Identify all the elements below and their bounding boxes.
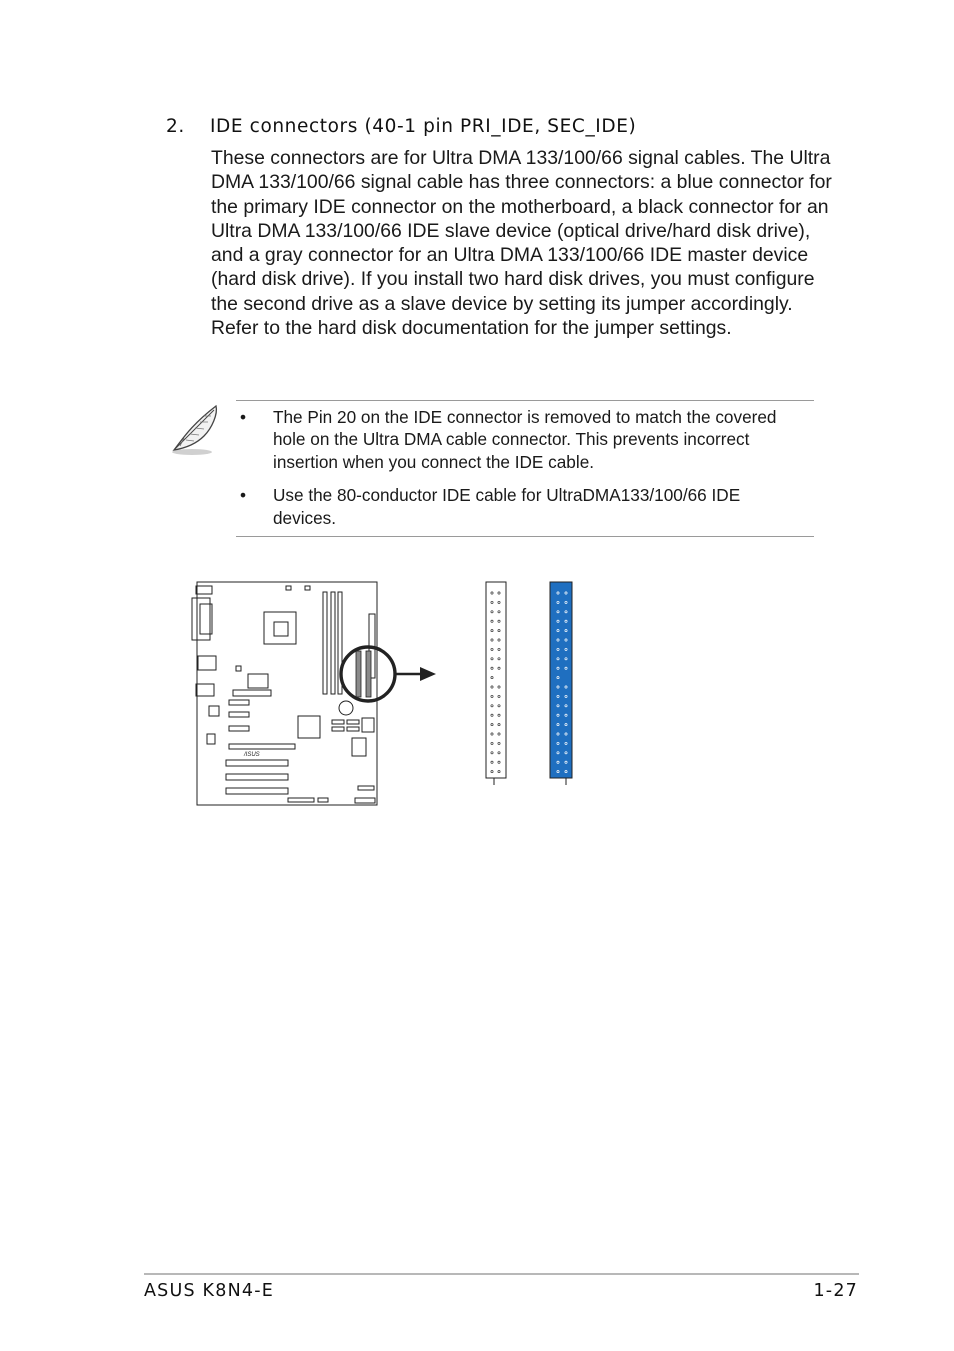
- sec-ide-connector: [486, 582, 506, 785]
- section-title: IDE connectors (40-1 pin PRI_IDE, SEC_IDE): [210, 116, 637, 137]
- note-quill-icon: [166, 400, 226, 460]
- ide-connector-figure: [190, 572, 590, 812]
- note-top-divider: [236, 400, 814, 401]
- bullet-icon: •: [240, 407, 247, 427]
- note-item: [240, 406, 800, 473]
- note-bottom-divider: [236, 536, 814, 537]
- bullet-icon: •: [240, 485, 247, 506]
- footer-divider: [144, 1273, 859, 1275]
- pri-ide-connector: [550, 582, 572, 785]
- section-heading: [166, 116, 636, 137]
- note-item-text: The Pin 20 on the IDE connector is removed to match the covered hole on the Ultra DMA cable connector. This prevents incorrect insertion when you connect the IDE cable.: [273, 407, 777, 472]
- note-list: [240, 406, 800, 540]
- section-paragraph: These connectors are for Ultra DMA 133/100/66 signal cables. The Ultra DMA 133/100/66 signal cable has three connectors: a blue connector for the primary IDE connector on the motherboard, a black connector for an Ultra DMA 133/100/66 IDE slave device (optical drive/hard disk drive), and a gray connector for an Ultra DMA 133/100/66 IDE master device (hard disk drive). If you install two hard disk drives, you must configure the second drive as a slave device by setting its jumper accordingly. Refer to the hard disk documentation for the jumper settings.: [211, 147, 832, 340]
- section-number: 2.: [166, 116, 185, 137]
- ide-highlight: [341, 647, 436, 701]
- board-logo: /ISUS: [244, 752, 260, 758]
- cpu-socket: [264, 612, 296, 644]
- note-item-text: Use the 80-conductor IDE cable for UltraDMA133/100/66 IDE devices.: [273, 485, 741, 528]
- note-item: [240, 484, 800, 529]
- footer-product-name: ASUS K8N4-E: [144, 1281, 274, 1301]
- footer-page-number: 1-27: [813, 1281, 858, 1301]
